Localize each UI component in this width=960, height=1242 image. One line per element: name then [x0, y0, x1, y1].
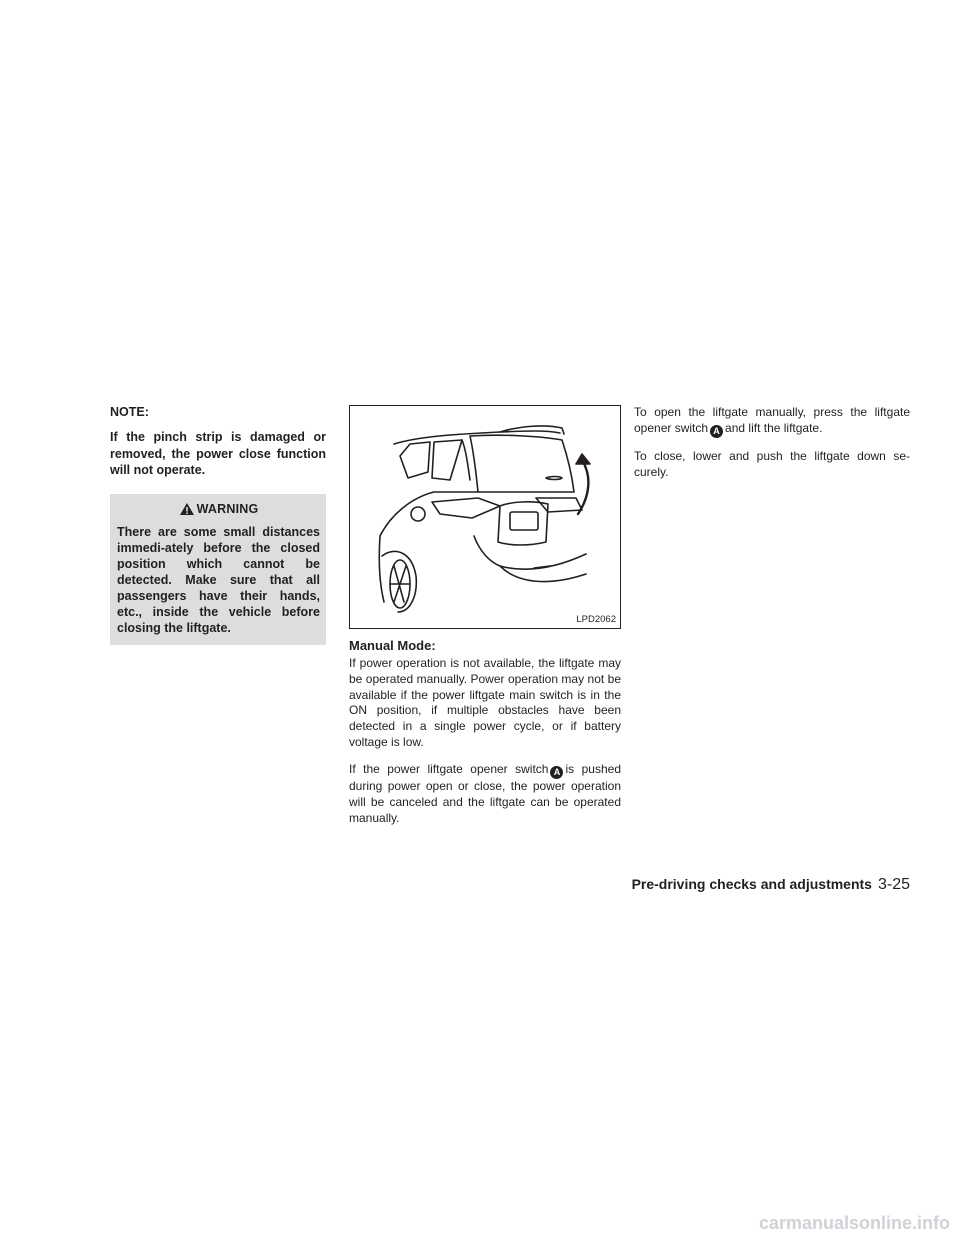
open-text-after: and lift the liftgate. [725, 420, 823, 435]
warning-text: There are some small distances immedi-ately before the closed position which cannot be detected. Make sure that all passengers have their hands, etc., inside the vehicle before closing the liftgate. [117, 524, 320, 635]
close-manually-para: To close, lower and push the liftgate down se-curely. [634, 449, 910, 479]
note-label: NOTE: [110, 405, 149, 419]
watermark: carmanualsonline.info [758, 1213, 950, 1233]
manual-mode-heading: Manual Mode: [349, 638, 436, 653]
figure-code: LPD2062 [576, 614, 616, 625]
middle-column [349, 405, 621, 838]
section-title: Pre-driving checks and adjustments [631, 876, 872, 892]
warning-header [117, 502, 320, 516]
manual-mode-para-1: If power operation is not available, the liftgate may be operated manually. Power operation may not be available if the power liftgate main switch is in the ON position, if multiple obstacles have been detected in a single power cycle, or if battery voltage is low. [349, 656, 621, 749]
page-number: 3-25 [877, 876, 910, 893]
page-footer [632, 876, 910, 894]
right-column [634, 405, 910, 492]
left-column [110, 405, 326, 645]
switch-a-marker: A [550, 766, 563, 779]
warning-triangle-icon [179, 502, 195, 516]
open-manually-para [634, 405, 910, 438]
open-text-before: To open the liftgate manually, press the liftgate opener switch [634, 405, 910, 435]
warning-title: WARNING [196, 501, 259, 516]
para2-text-after: is pushed during power open or close, the power operation will be canceled and the liftgate can be operated manually. [349, 761, 621, 825]
vehicle-rear-drawing [350, 406, 620, 628]
para2-text-before: If the power liftgate opener switch [349, 761, 549, 776]
liftgate-illustration [349, 405, 621, 629]
warning-box [110, 494, 326, 645]
note-text: If the pinch strip is damaged or removed, the power close function will not operate. [110, 430, 326, 477]
manual-mode-para-2 [349, 762, 621, 827]
switch-a-marker: A [710, 425, 723, 438]
